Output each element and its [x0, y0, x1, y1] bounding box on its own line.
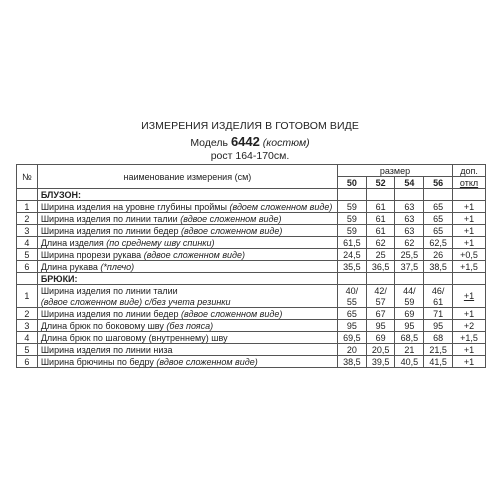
table-row [17, 320, 486, 332]
row-value: 59 [337, 225, 366, 237]
row-name-note: (вдвое сложенном виде) [143, 249, 246, 260]
row-value: 25,5 [395, 249, 424, 261]
row-name-text: Длина рукава [40, 261, 98, 272]
row-value: 20 [337, 344, 366, 356]
row-name [37, 225, 337, 237]
col-header-tolerance-top: доп. [453, 165, 486, 177]
section-blank [337, 189, 366, 201]
row-name-text: Ширина брючины по бедру [40, 356, 154, 367]
table-row [17, 225, 486, 237]
row-name-text: Длина брюк по шаговому (внутреннему) шву [40, 332, 228, 343]
row-number: 3 [17, 225, 38, 237]
row-value: 42/ [366, 285, 395, 297]
row-number: 3 [17, 320, 38, 332]
table-row-continuation [17, 296, 486, 308]
row-value: 46/ [424, 285, 453, 297]
table-row [17, 344, 486, 356]
row-value: 37,5 [395, 261, 424, 273]
row-value: 59 [337, 201, 366, 213]
row-tolerance: +2 [453, 320, 486, 332]
section-header-row [17, 273, 486, 285]
section-blank [395, 189, 424, 201]
row-name [37, 249, 337, 261]
table-row [17, 332, 486, 344]
height-range: рост 164-170см. [210, 150, 290, 162]
table-row [17, 213, 486, 225]
section-blank [453, 189, 486, 201]
row-number: 6 [17, 356, 38, 368]
row-tolerance: +0,5 [453, 249, 486, 261]
row-value: 20,5 [366, 344, 395, 356]
row-tolerance: +1 [453, 237, 486, 249]
row-tolerance: +1,5 [453, 261, 486, 273]
table-row [17, 261, 486, 273]
row-tolerance: +1 [453, 308, 486, 320]
row-value: 38,5 [337, 356, 366, 368]
row-name-note: (вдвое сложенном виде) [181, 308, 283, 319]
row-value: 21 [395, 344, 424, 356]
measurements-table [16, 164, 486, 368]
table-row [17, 237, 486, 249]
row-number: 5 [17, 344, 38, 356]
row-value-continuation: 55 [337, 296, 366, 308]
row-name-text: Ширина изделия по линии бедер [40, 308, 179, 319]
row-name [37, 356, 337, 368]
row-number: 2 [17, 308, 38, 320]
row-value: 39,5 [366, 356, 395, 368]
row-value-continuation: 57 [366, 296, 395, 308]
row-value: 65 [337, 308, 366, 320]
size-54: 54 [395, 177, 424, 189]
table-row [17, 308, 486, 320]
row-name-note: (вдвое сложенном виде) [180, 213, 282, 224]
row-value: 40/ [337, 285, 366, 297]
model-number: 6442 [230, 134, 260, 149]
row-value: 61,5 [337, 237, 366, 249]
row-value: 95 [366, 320, 395, 332]
row-value: 69 [366, 332, 395, 344]
model-note: (костюм) [262, 137, 310, 149]
row-name-text: Ширина изделия по линии талии [40, 213, 178, 224]
row-value: 62,5 [424, 237, 453, 249]
row-name-note: (*плечо) [100, 261, 135, 272]
row-name-text: Ширина прорези рукава [40, 249, 142, 260]
row-tolerance: +1 [453, 201, 486, 213]
row-value: 95 [337, 320, 366, 332]
row-tolerance: +1 [453, 225, 486, 237]
row-name [37, 332, 337, 344]
row-value: 62 [366, 237, 395, 249]
row-name-text: Ширина изделия на уровне глубины проймы [40, 201, 227, 212]
row-value-continuation: 61 [424, 296, 453, 308]
row-value: 40,5 [395, 356, 424, 368]
section-header-row [17, 189, 486, 201]
row-value: 59 [337, 213, 366, 225]
row-name [37, 201, 337, 213]
row-value: 62 [395, 237, 424, 249]
row-tolerance: +1 [453, 356, 486, 368]
row-value: 41,5 [424, 356, 453, 368]
section-blank [366, 189, 395, 201]
section-blank [453, 273, 486, 285]
row-tolerance: +1,5 [453, 332, 486, 344]
table-header-row [17, 165, 486, 177]
col-header-name: наименование измерения (см) [37, 165, 337, 189]
row-name-continuation-text: (вдвое сложенном виде) с/без учета резинки [40, 296, 231, 307]
row-name-note: (по среднему шву спинки) [106, 237, 215, 248]
row-value: 21,5 [424, 344, 453, 356]
row-value: 65 [424, 225, 453, 237]
row-value: 71 [424, 308, 453, 320]
row-name-continuation [37, 296, 337, 308]
section-blank [17, 189, 38, 201]
row-value: 69 [395, 308, 424, 320]
row-value: 25 [366, 249, 395, 261]
row-tolerance: +1 [453, 213, 486, 225]
row-value: 68,5 [395, 332, 424, 344]
row-value: 61 [366, 213, 395, 225]
section-blank [395, 273, 424, 285]
col-header-number: № [17, 165, 38, 189]
size-52: 52 [366, 177, 395, 189]
table-row [17, 356, 486, 368]
section-blank [366, 273, 395, 285]
row-value: 65 [424, 213, 453, 225]
row-name-note: (вдвое сложенном виде) [156, 356, 258, 367]
row-number: 4 [17, 332, 38, 344]
row-number: 2 [17, 213, 38, 225]
row-tolerance: +1 [453, 285, 486, 308]
row-value: 67 [366, 308, 395, 320]
row-name-note: (вдвое сложенном виде) [181, 225, 283, 236]
row-name-text: Ширина изделия по линии бедер [40, 225, 179, 236]
section-blank [337, 273, 366, 285]
model-label: Модель [190, 137, 229, 149]
row-value: 65 [424, 201, 453, 213]
row-name-text: Длина брюк по боковому шву [40, 320, 164, 331]
row-name-text: Длина изделия [40, 237, 104, 248]
row-name-note: (без пояса) [166, 320, 214, 331]
table-row [17, 285, 486, 297]
row-number: 4 [17, 237, 38, 249]
row-number: 1 [17, 285, 38, 308]
section-blank [424, 189, 453, 201]
row-value: 38,5 [424, 261, 453, 273]
document-title: ИЗМЕРЕНИЯ ИЗДЕЛИЯ В ГОТОВОМ ВИДЕ [141, 120, 359, 132]
section-blank [17, 273, 38, 285]
row-name-note: (вдоем сложенном виде) [229, 201, 333, 212]
row-name [37, 285, 337, 297]
section-title: БЛУЗОН: [37, 189, 337, 201]
row-value: 69,5 [337, 332, 366, 344]
col-header-size: размер [337, 165, 452, 177]
row-value: 26 [424, 249, 453, 261]
row-tolerance: +1 [453, 344, 486, 356]
row-value: 95 [395, 320, 424, 332]
section-blank [424, 273, 453, 285]
col-header-tolerance-bottom: откл [453, 177, 486, 189]
row-name [37, 308, 337, 320]
row-value: 63 [395, 201, 424, 213]
row-name-text: Ширина изделия по линии низа [40, 344, 173, 355]
row-number: 1 [17, 201, 38, 213]
row-number: 5 [17, 249, 38, 261]
row-value: 36,5 [366, 261, 395, 273]
row-value: 68 [424, 332, 453, 344]
row-value: 44/ [395, 285, 424, 297]
row-number: 6 [17, 261, 38, 273]
row-name [37, 213, 337, 225]
row-name [37, 320, 337, 332]
row-value-continuation: 59 [395, 296, 424, 308]
row-value: 61 [366, 201, 395, 213]
section-title: БРЮКИ: [37, 273, 337, 285]
row-name [37, 344, 337, 356]
model-line [0, 135, 500, 150]
row-value: 61 [366, 225, 395, 237]
row-value: 24,5 [337, 249, 366, 261]
row-name [37, 237, 337, 249]
table-row [17, 249, 486, 261]
row-value: 35,5 [337, 261, 366, 273]
row-value: 95 [424, 320, 453, 332]
size-56: 56 [424, 177, 453, 189]
row-name [37, 261, 337, 273]
table-row [17, 201, 486, 213]
row-value: 63 [395, 213, 424, 225]
row-value: 63 [395, 225, 424, 237]
size-50: 50 [337, 177, 366, 189]
row-name-text: Ширина изделия по линии талии [40, 285, 178, 296]
